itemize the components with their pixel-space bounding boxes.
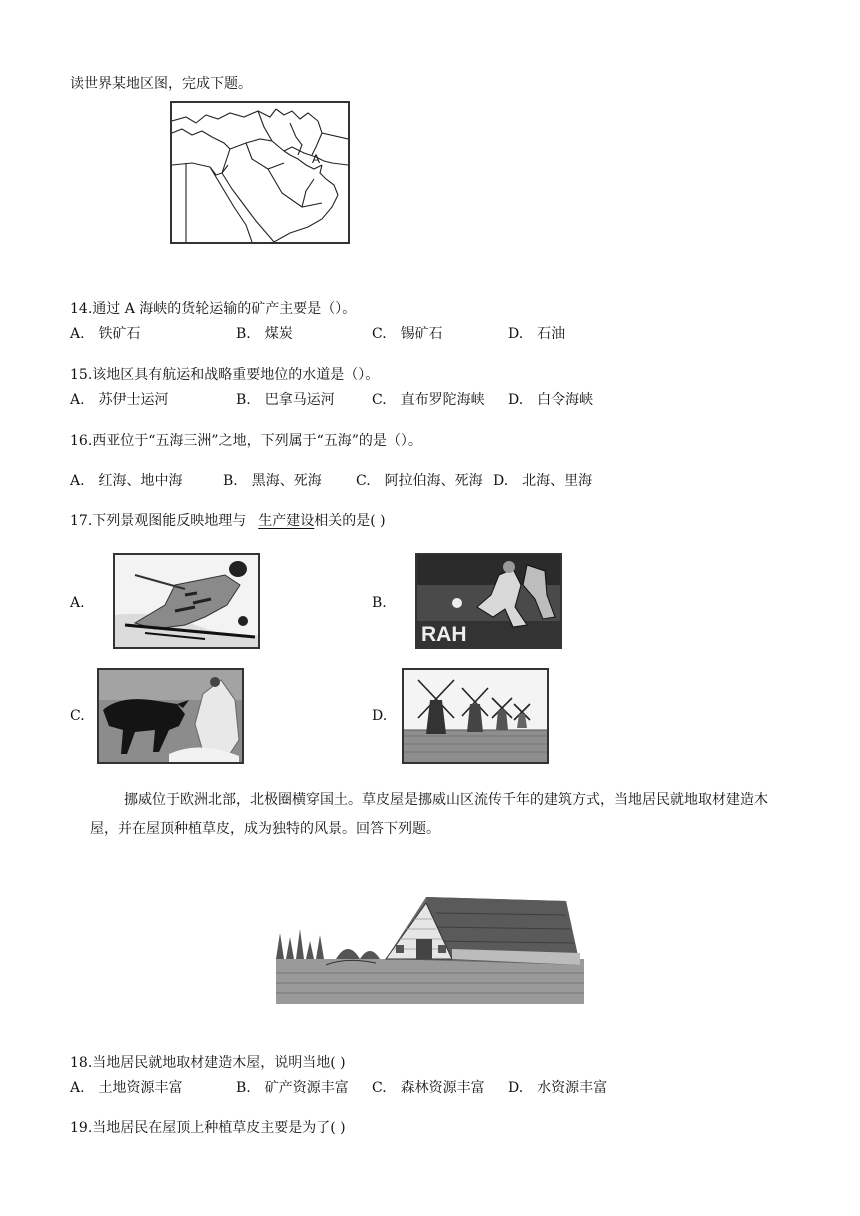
q18-option-b[interactable]: B. 矿产资源丰富	[236, 1080, 349, 1096]
q17-label-a[interactable]: A.	[70, 595, 85, 611]
q15-stem: 15.该地区具有航运和战略重要地位的水道是（）。	[70, 367, 380, 383]
q16-option-a[interactable]: A. 红海、地中海	[70, 473, 183, 489]
map-drawing	[172, 103, 348, 242]
q16-option-c[interactable]: C. 阿拉伯海、死海	[356, 473, 483, 489]
map-label-a: A	[312, 152, 321, 166]
q17-stem	[70, 510, 386, 530]
q16-option-d[interactable]: D. 北海、里海	[493, 473, 593, 489]
intro-text: 读世界某地区图，完成下题。	[70, 76, 252, 92]
middle-east-map	[170, 101, 350, 244]
q16-stem: 16.西亚位于“五海三洲”之地，下列属于“五海”的是（）。	[70, 433, 422, 449]
q17-label-b[interactable]: B.	[372, 595, 387, 611]
q17-label-d[interactable]: D.	[372, 708, 388, 724]
q14-option-c[interactable]: C. 锡矿石	[372, 326, 443, 342]
q17-image-c-bullfight[interactable]	[97, 668, 244, 764]
q14-option-d[interactable]: D. 石油	[508, 326, 566, 342]
bullfight-illustration	[99, 670, 242, 762]
q15-option-a[interactable]: A. 苏伊士运河	[70, 392, 169, 408]
q14-option-a[interactable]: A. 铁矿石	[70, 326, 141, 342]
q18-option-c[interactable]: C. 森林资源丰富	[372, 1080, 485, 1096]
q17-image-d-windmills[interactable]	[402, 668, 549, 764]
q14-option-b[interactable]: B. 煤炭	[236, 326, 293, 342]
q17-label-c[interactable]: C.	[70, 708, 85, 724]
q19-stem: 19.当地居民在屋顶上种植草皮主要是为了( )	[70, 1120, 346, 1136]
q18-option-d[interactable]: D. 水资源丰富	[508, 1080, 608, 1096]
q17-stem-prefix: 17.下列景观图能反映地理与	[70, 513, 247, 529]
sod-house-image	[276, 893, 584, 1004]
skier-illustration	[115, 555, 258, 647]
image-b-banner-text: RAH	[421, 623, 467, 646]
q15-option-d[interactable]: D. 白令海峡	[508, 392, 594, 408]
passage-text: 挪威位于欧洲北部，北极圈横穿国土。草皮屋是挪威山区流传千年的建筑方式，当地居民就地取材建造木屋，并在屋顶种植草皮，成为独特的风景。回答下列题。	[90, 792, 768, 837]
q17-image-a-skier[interactable]	[113, 553, 260, 649]
q14-stem: 14.通过 A 海峡的货轮运输的矿产主要是（）。	[70, 301, 357, 317]
q17-stem-underlined: 生产建设	[258, 513, 315, 529]
football-illustration	[417, 555, 560, 647]
q17-image-b-football[interactable]	[415, 553, 562, 649]
q15-option-c[interactable]: C. 直布罗陀海峡	[372, 392, 485, 408]
q18-stem: 18.当地居民就地取材建造木屋，说明当地( )	[70, 1055, 346, 1071]
q17-stem-suffix: 相关的是( )	[314, 513, 386, 529]
q15-option-b[interactable]: B. 巴拿马运河	[236, 392, 335, 408]
q18-option-a[interactable]: A. 土地资源丰富	[70, 1080, 183, 1096]
q16-option-b[interactable]: B. 黑海、死海	[223, 473, 322, 489]
windmills-illustration	[404, 670, 547, 762]
norway-passage	[90, 786, 790, 844]
sod-house-illustration	[276, 893, 584, 1004]
